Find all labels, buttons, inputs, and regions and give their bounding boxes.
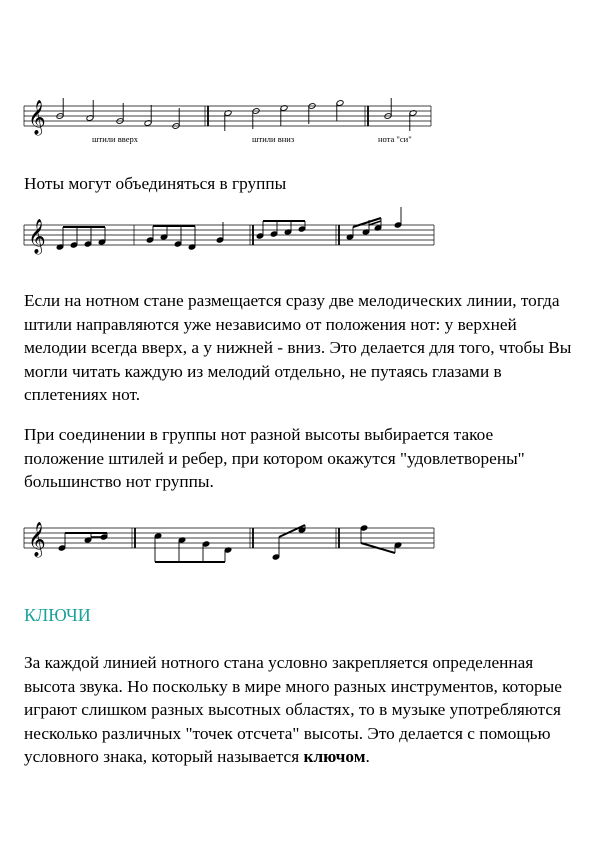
paragraph-keys-start: За каждой линией нотного стана условно закрепляется определенная высота звука. Но поскольку в мире много разных инструментов, которые играют слишком разных высотных областях, то в музыке употребляются несколько различных "точек отсчета" высоты. Это делается с помощью условного знака, который называется <box>24 653 562 766</box>
paragraph-keys-end: . <box>365 747 370 766</box>
caption-stems-up: штили вверх <box>92 134 138 144</box>
caption-note-b: нота "си" <box>378 134 412 144</box>
paragraph-two-voices: Если на нотном стане размещается сразу две мелодических линии, тогда штили направляются уже независимо от положения нот: у верхней мелодии всегда вверх, а у нижней - вниз. Это делается для того, чтобы Вы могли читать каждую из мелодий отдельно, не путаясь глазами в сплетениях нот. <box>24 291 572 404</box>
paragraph-keys <box>24 651 572 769</box>
key-term: ключом <box>303 747 366 766</box>
caption-stems-down: штили вниз <box>252 134 295 144</box>
paragraph-groups: При соединении в группы нот разной высоты выбирается такое положение штилей и ребер, при котором окажутся "удовлетворены" большинство нот группы. <box>24 425 525 491</box>
treble-clef-icon: 𝄞 <box>28 220 46 253</box>
heading-keys: КЛЮЧИ <box>24 605 91 625</box>
groups-text: Ноты могут объединяться в группы <box>24 174 287 193</box>
treble-clef-icon: 𝄞 <box>28 523 46 556</box>
treble-clef-icon: 𝄞 <box>28 101 46 134</box>
